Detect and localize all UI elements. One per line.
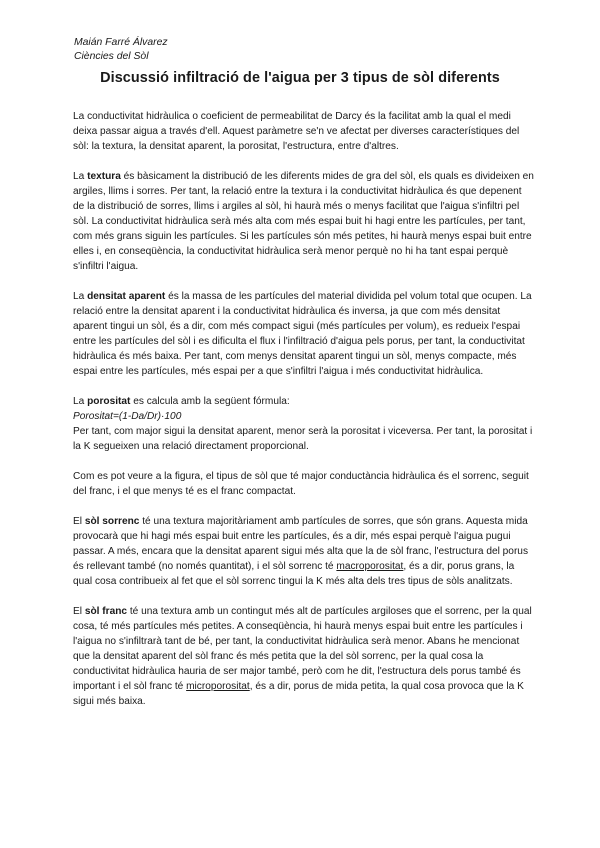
document-header xyxy=(74,36,168,64)
text-fragment: La xyxy=(73,396,88,407)
text-fragment: La xyxy=(73,170,88,182)
paragraph-intro: La conductivitat hidràulica o coeficient de permeabilitat de Darcy és la facilitat amb la qual el medi deixa passar aigua a través d'ell. Aquest paràmetre se'n ve afectat per diverses característiques del sòl: la textura, la densitat aparent, la porositat, l'estructura, entre d'altres. xyxy=(73,111,520,153)
term-sol-sorrenc: sòl sorrenc xyxy=(84,515,140,527)
text-fragment: , és a dir, porus de mida petita, la qual cosa provoca que la K sigui més baixa. xyxy=(73,681,524,708)
paragraph-textura xyxy=(73,169,535,275)
author-name: Maián Farré Álvarez xyxy=(74,37,168,48)
paragraph-porositat-conclusion: Per tant, com major sigui la densitat aparent, menor serà la porositat i viceversa. Per tant, la porositat i la K segueixen una relació directament proporcional. xyxy=(73,426,533,453)
text-fragment: té una textura majoritàriament amb partícules de sorres, que són grans. Aquesta mida provocarà que hi hagi més espai buit entre les partícules, és a dir, més espai perquè l'aigua pugui passar. A més, encara que la densitat aparent sigui més alta que la de sòl franc, l'estructura del porus és rellevant també (no només quantitat), i el sòl sorrenc té xyxy=(73,515,529,572)
term-macroporositat: macroporositat xyxy=(336,560,404,572)
paragraph-figura: Com es pot veure a la figura, el tipus de sòl que té major conductància hidràulica és el sorrenc, seguit del franc, i el que menys té es el franc compactat. xyxy=(73,470,529,497)
text-fragment: és la massa de les partícules del material dividida pel volum total que ocupen. La relació entre la densitat aparent i la conductivitat hidràulica és inversa, ja que com més densitat aparent tingui un sòl, és a dir, com més compact sigui (més partícules per volum), es redueix l'espai entre les partícules del sòl i es dificulta el flux i l'infiltració d'aigua pels porus, per tant, la conductivitat hidràulica és més baixa. Per tant, com menys densitat aparent tingui un sòl, menys compacte, més espai entre les partícules, més espai per a que s'infiltri l'aigua i més conductivitat hidràulica. xyxy=(73,290,532,378)
document-title: Discussió infiltració de l'aigua per 3 tipus de sòl diferents xyxy=(100,70,500,86)
term-porositat: porositat xyxy=(87,396,131,407)
term-densitat-aparent: densitat aparent xyxy=(87,290,166,302)
document-body xyxy=(73,109,535,724)
paragraph-densitat xyxy=(73,289,535,380)
porosity-formula: Porositat=(1-Da/Dr)·100 xyxy=(73,411,182,423)
text-fragment: El xyxy=(73,515,85,527)
text-fragment: es calcula amb la següent fórmula: xyxy=(130,396,290,407)
text-fragment: La xyxy=(73,290,88,302)
paragraph-sorrenc xyxy=(73,514,535,589)
text-fragment: El xyxy=(73,605,85,617)
text-fragment: , és a dir, porus grans, la qual cosa contribueix al fet que el sòl sorrenc tingui la K més alta dels tres tipus de sòls analitzats. xyxy=(73,560,515,587)
course-name: Ciències del Sòl xyxy=(74,51,149,62)
paragraph-franc xyxy=(73,604,535,710)
text-fragment: té una textura amb un contingut més alt de partícules argiloses que el sorrenc, per la qual cosa, té més partícules més petites. A conseqüència, hi haurà menys espai buit entre les partícules i l'aigua no s'infiltrarà tant de bé, per tant, la conductivitat hidràulica serà menor. Abans he mencionat que la densitat aparent del sòl franc és més petita que la del sòl sorrenc, per la qual cosa la conductivitat hidràulica hauria de ser major també, però com he dit, l'estructura dels porus també és important i el sòl franc té xyxy=(73,605,532,692)
text-fragment: és bàsicament la distribució de les diferents mides de gra del sòl, els quals es divideixen en argiles, llims i sorres. Per tant, la relació entre la textura i la conductivitat hidràulica és que depenent de la distribució de sorres, llims i argiles al sòl, hi haurà més o menys facilitat que l'aigua s'infiltri pel sòl. La conductivitat hidràulica serà més alta com més espai buit hi hagi entre les partícules, per tant, com més grans siguin les partícules. Si les partícules són més petites, hi haurà menys espai buit entre elles i, en conseqüència, la conductivitat hidràulica serà menor perquè no hi ha tant espai perquè s'infiltri l'aigua. xyxy=(73,170,534,273)
term-microporositat: microporositat xyxy=(186,681,250,692)
term-textura: textura xyxy=(87,170,121,182)
term-sol-franc: sòl franc xyxy=(84,605,128,617)
paragraph-porositat xyxy=(73,394,535,409)
